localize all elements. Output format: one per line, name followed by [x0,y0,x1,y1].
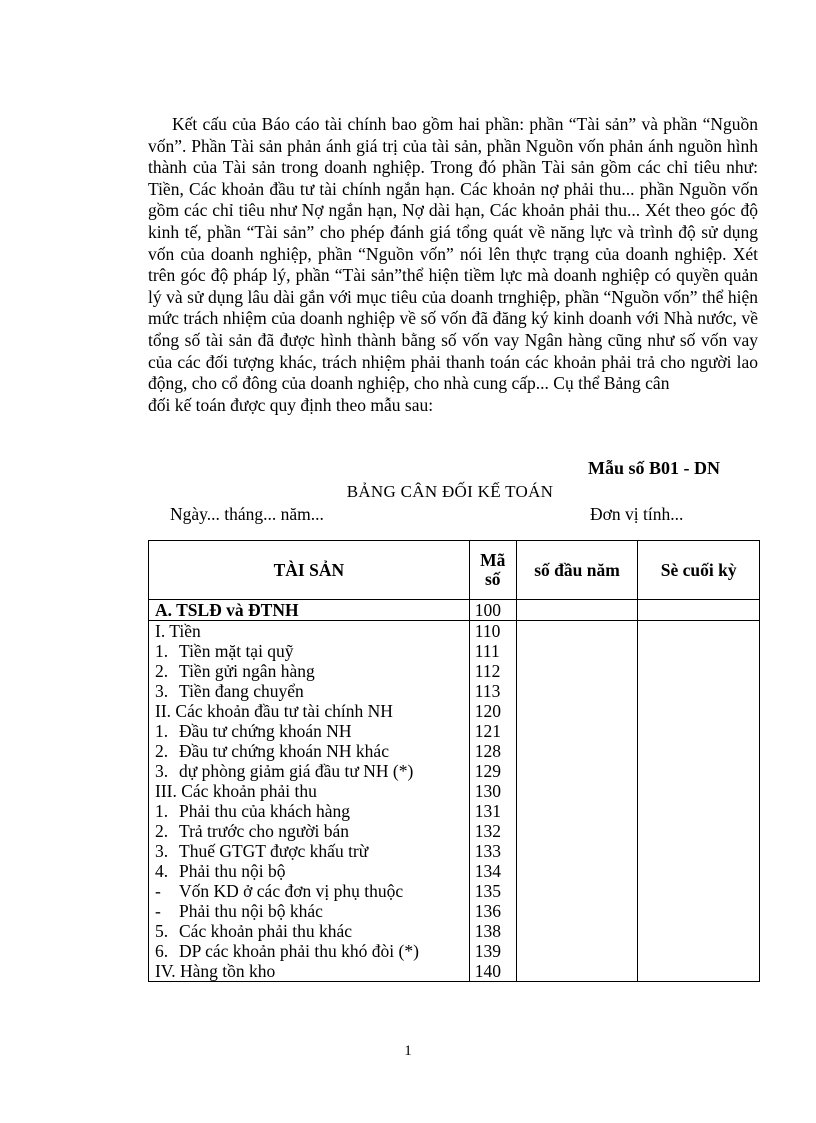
table-row [149,861,760,881]
row-closing-value [638,761,760,781]
document-title-wrap [0,482,816,502]
table-row [149,941,760,961]
row-opening-value [516,941,638,961]
row-label: IV. Hàng tồn kho [155,961,276,981]
header-assets: TÀI SẢN [149,541,470,600]
header-code-line1: Mã [480,550,506,570]
row-opening-value [516,661,638,681]
row-label: Phải thu của khách hàng [179,801,351,821]
row-opening-value [516,741,638,761]
row-opening-value [516,701,638,721]
row-label: Trả trước cho người bán [179,821,350,841]
row-closing-value [638,661,760,681]
row-number: 1. [155,641,169,661]
row-closing-value [638,841,760,861]
row-label-cell [149,881,470,901]
row-code: 140 [469,961,516,982]
row-label-cell [149,861,470,881]
row-label-cell [149,661,470,681]
table-row [149,701,760,721]
row-closing-value [638,600,760,621]
row-code: 134 [469,861,516,881]
table-row [149,641,760,661]
row-label-cell [149,600,470,621]
row-closing-value [638,941,760,961]
intro-paragraph [148,114,758,416]
row-number: 3. [155,761,169,781]
row-closing-value [638,621,760,642]
row-opening-value [516,681,638,701]
table-row [149,681,760,701]
row-code: 111 [469,641,516,661]
row-label-cell [149,901,470,921]
row-label-cell [149,641,470,661]
row-closing-value [638,681,760,701]
row-number: - [155,881,161,901]
header-opening: số đầu năm [516,541,638,600]
row-label: I. Tiền [155,621,201,641]
table-row [149,821,760,841]
intro-tail: đối kế toán được quy định theo mẫu sau: [148,394,434,415]
row-label-cell [149,741,470,761]
header-closing: Sè cuối kỳ [638,541,760,600]
row-label-cell [149,821,470,841]
table-row [149,761,760,781]
row-number: 2. [155,741,169,761]
row-label: Tiền gửi ngân hàng [179,661,315,681]
row-label: II. Các khoản đầu tư tài chính NH [155,701,393,721]
table-row [149,961,760,982]
row-label-cell [149,941,470,961]
page-number: 1 [404,1043,412,1059]
row-number: 1. [155,801,169,821]
row-code: 130 [469,781,516,801]
header-code [469,541,516,600]
row-label: Đầu tư chứng khoán NH [179,721,352,741]
form-code: Mẫu số B01 - DN [588,458,721,478]
row-label-cell [149,921,470,941]
row-label-cell [149,681,470,701]
row-closing-value [638,821,760,841]
row-opening-value [516,901,638,921]
table-row [149,721,760,741]
row-opening-value [516,841,638,861]
row-opening-value [516,861,638,881]
row-label: Thuế GTGT được khấu trừ [179,841,369,861]
row-label-cell [149,721,470,741]
row-code: 128 [469,741,516,761]
table-row [149,621,760,642]
row-label: Vốn KD ở các đơn vị phụ thuộc [179,881,404,901]
row-label-cell [149,761,470,781]
row-label: DP các khoản phải thu khó đòi (*) [179,941,419,961]
row-opening-value [516,761,638,781]
date-line: Ngày... tháng... năm... [170,504,324,524]
row-number: 5. [155,921,169,941]
row-closing-value [638,881,760,901]
row-label: Phải thu nội bộ khác [179,901,323,921]
row-label: A. TSLĐ và ĐTNH [155,600,299,620]
row-code: 132 [469,821,516,841]
row-label-cell [149,961,470,982]
row-label: Tiền đang chuyển [179,681,304,701]
row-number: 3. [155,841,169,861]
row-closing-value [638,921,760,941]
row-code: 136 [469,901,516,921]
row-opening-value [516,921,638,941]
row-number: 6. [155,941,169,961]
row-label-cell [149,701,470,721]
row-label: Các khoản phải thu khác [179,921,353,941]
row-number: 1. [155,721,169,741]
table-row [149,600,760,621]
row-label-cell [149,801,470,821]
row-label: Phải thu nội bộ [179,861,286,881]
row-number: 2. [155,821,169,841]
row-closing-value [638,801,760,821]
row-opening-value [516,621,638,642]
row-opening-value [516,600,638,621]
table-row [149,881,760,901]
row-number: - [155,901,161,921]
row-label-cell [149,781,470,801]
table-row [149,921,760,941]
row-closing-value [638,641,760,661]
row-label-cell [149,841,470,861]
row-closing-value [638,721,760,741]
table-row [149,841,760,861]
balance-sheet-table [148,540,760,982]
row-code: 138 [469,921,516,941]
row-label: Đầu tư chứng khoán NH khác [179,741,389,761]
row-label-cell [149,621,470,642]
row-code: 139 [469,941,516,961]
table-row [149,741,760,761]
row-closing-value [638,961,760,982]
row-closing-value [638,781,760,801]
table-row [149,901,760,921]
row-code: 129 [469,761,516,781]
row-number: 3. [155,681,169,701]
unit-line: Đơn vị tính... [590,504,684,524]
row-label: dự phòng giảm giá đầu tư NH (*) [179,761,414,781]
table-row [149,781,760,801]
row-opening-value [516,801,638,821]
document-title: BẢNG CÂN ĐỐI KẾ TOÁN [346,482,554,501]
row-label: Tiền mặt tại quỹ [179,641,294,661]
row-code: 121 [469,721,516,741]
row-opening-value [516,881,638,901]
row-opening-value [516,961,638,982]
row-closing-value [638,901,760,921]
row-code: 135 [469,881,516,901]
row-opening-value [516,821,638,841]
table-row [149,801,760,821]
table-header-row [149,541,760,600]
row-opening-value [516,641,638,661]
intro-text: Kết cấu của Báo cáo tài chính bao gồm hai phần: phần “Tài sản” và phần “Nguồn vốn”. Phần Tài sản phản ánh giá trị của tài sản, phần Nguồn vốn phản ánh nguồn hình thành của Tài sản trong doanh nghiệp. Trong đó phần Tài sản gồm các chỉ tiêu như: Tiền, Các khoản đầu tư tài chính ngắn hạn. Các khoản nợ phải thu... phần Nguồn vốn gồm các chỉ tiêu như Nợ ngắn hạn, Nợ dài hạn, Các khoản phải thu... Xét theo góc độ kinh tế, phần “Tài sản” cho phép đánh giá tổng quát về năng lực và trình độ sử dụng vốn của doanh nghiệp, phần “Nguồn vốn” nói lên thực trạng của doanh nghiệp. Xét trên góc độ pháp lý, phần “Tài sản”thể hiện tiềm lực mà doanh nghiệp có quyền quản lý và sử dụng lâu dài gắn với mục tiêu của doanh trnghiệp, phần “Nguồn vốn” thể hiện mức trách nhiệm của doanh nghiệp về số vốn đã đăng ký kinh doanh với Nhà nước, về tổng số tài sản đã được hình thành bằng số vốn vay Ngân hàng cũng như số vốn vay của các đối tượng khác, trách nhiệm phải thanh toán các khoản phải trả cho người lao động, cho cổ đông của doanh nghiệp, cho nhà cung cấp... Cụ thể Bảng cân [148,114,758,394]
table-row [149,661,760,681]
row-code: 133 [469,841,516,861]
row-code: 120 [469,701,516,721]
row-code: 110 [469,621,516,642]
row-code: 113 [469,681,516,701]
row-closing-value [638,861,760,881]
row-code: 131 [469,801,516,821]
row-number: 2. [155,661,169,681]
row-code: 100 [469,600,516,621]
row-label: III. Các khoản phải thu [155,781,317,801]
header-code-line2: số [484,569,501,589]
row-number: 4. [155,861,169,881]
row-code: 112 [469,661,516,681]
row-opening-value [516,721,638,741]
row-closing-value [638,741,760,761]
row-closing-value [638,701,760,721]
table-body [149,600,760,982]
row-opening-value [516,781,638,801]
